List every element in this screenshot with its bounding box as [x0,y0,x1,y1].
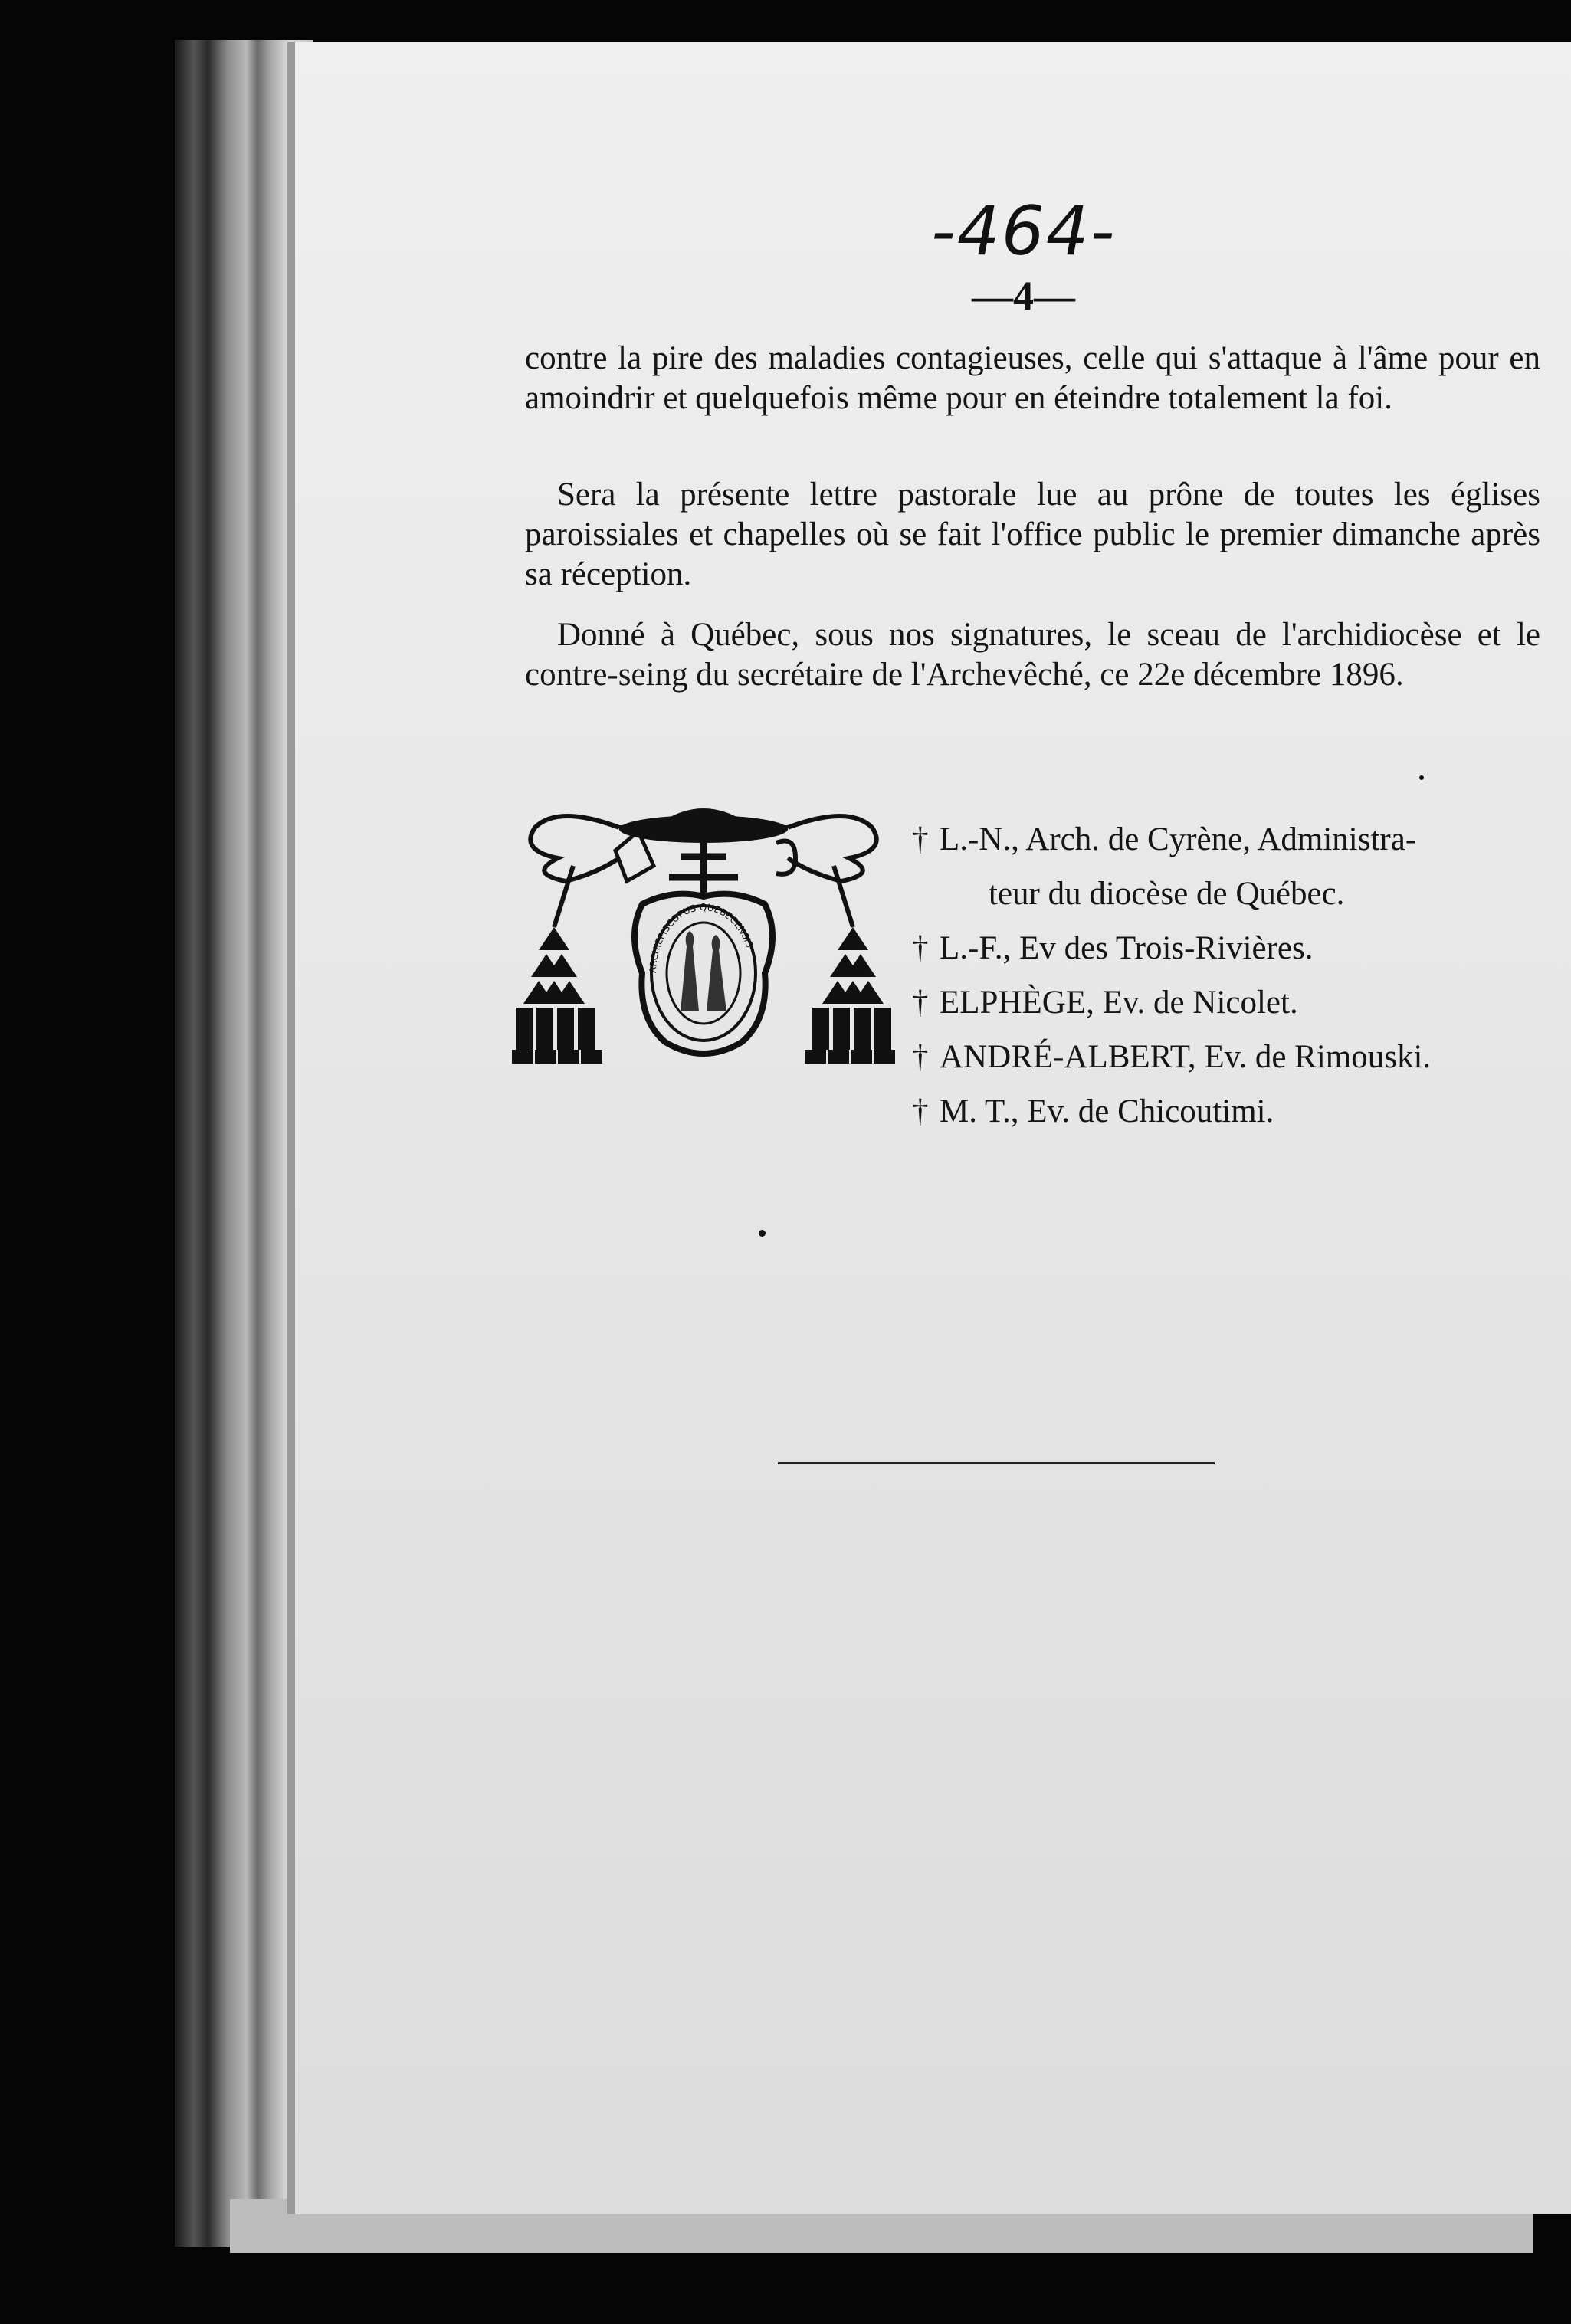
signature-line-6 [912,1084,1431,1139]
signature-line-4 [912,975,1431,1030]
signature-text: ELPHÈGE, Ev. de Nicolet. [940,985,1298,1021]
signature-line-5 [912,1030,1431,1084]
signature-text: L.-F., Ev des Trois-Rivières. [940,930,1314,966]
horizontal-rule [778,1462,1215,1464]
paragraph-3: Donné à Québec, sous nos signatures, le sceau de l'archidiocèse et le contre-seing du secrétaire de l'Archevêché, ce 22e décembre 1896. [525,617,1540,693]
manuscript-page-number: -464- [931,192,1117,270]
archiepiscopal-coat-of-arms [512,797,895,1103]
printed-page-number: —4— [972,273,1075,319]
signature-line-2 [912,867,1431,921]
signature-text: M. T., Ev. de Chicoutimi. [940,1093,1274,1129]
paragraph-1: contre la pire des maladies contagieuses, celle qui s'attaque à l'âme pour en amoindrir et quelquefois même pour en éteindre totalement la foi. [525,340,1540,416]
signature-text: L.-N., Arch. de Cyrène, Administra- [940,821,1417,857]
seal-inscription: ARCHIEPISCOPUS QUEBECENSIS [647,901,756,974]
cross-icon: † [912,1093,929,1129]
cross-icon: † [912,930,929,966]
signature-line-3 [912,921,1431,975]
ink-speck [759,1230,766,1237]
signature-block [912,812,1431,1139]
cross-icon: † [912,821,929,857]
cross-icon: † [912,1039,929,1075]
signature-text: ANDRÉ-ALBERT, Ev. de Rimouski. [940,1039,1432,1075]
signature-text: teur du diocèse de Québec. [989,876,1345,912]
paragraph-2: Sera la présente lettre pastorale lue au prône de toutes les églises paroissiales et chapelles où se fait l'office public le premier dimanche après sa réception. [525,477,1540,592]
cross-icon: † [912,985,929,1021]
signature-line-1 [912,812,1431,867]
ink-speck [1419,775,1424,780]
